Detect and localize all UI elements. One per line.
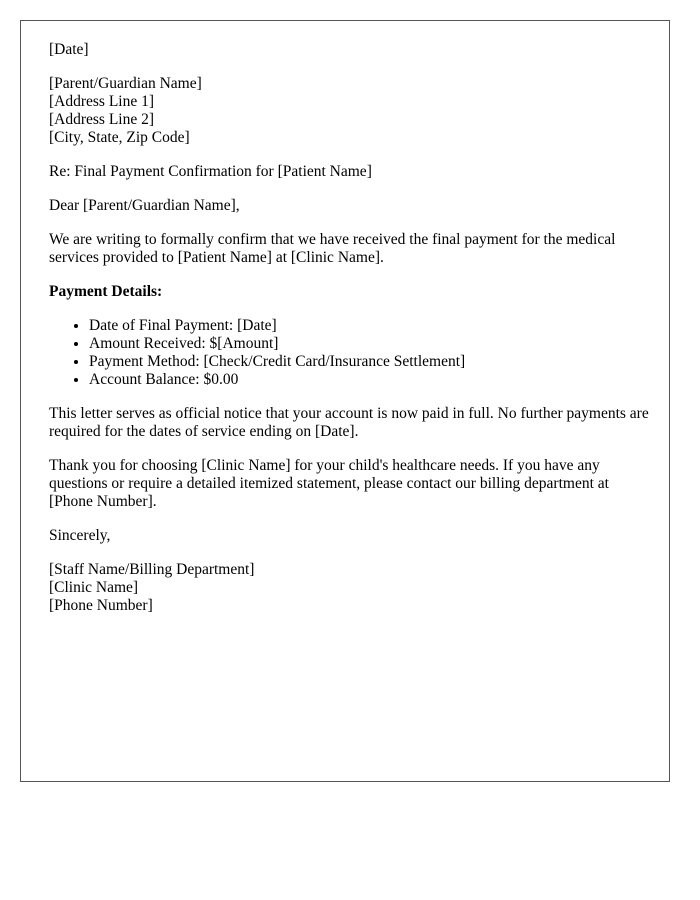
payment-detail-method: • Payment Method: [Check/Credit Card/Insurance Settlement] [89, 353, 649, 371]
signature-clinic: [Clinic Name] [49, 579, 139, 596]
recipient-address [49, 75, 649, 147]
payment-detail-amount: • Amount Received: $[Amount] [89, 335, 649, 353]
letter-notice: This letter serves as official notice that your account is now paid in full. No further payments are required for the dates of service ending on [Date]. [49, 405, 649, 440]
letter-intro: We are writing to formally confirm that we have received the final payment for the medical services provided to [Patient Name] at [Clinic Name]. [49, 231, 616, 266]
letter-closing: Sincerely, [49, 527, 111, 544]
recipient-address-line-1: [Address Line 1] [49, 93, 155, 110]
letter-subject: Re: Final Payment Confirmation for [Patient Name] [49, 163, 372, 180]
letter-page [20, 20, 670, 782]
recipient-name: [Parent/Guardian Name] [49, 75, 202, 92]
payment-detail-date: • Date of Final Payment: [Date] [89, 317, 649, 335]
letter-date: [Date] [49, 41, 89, 58]
letter-salutation: Dear [Parent/Guardian Name], [49, 197, 240, 214]
letter-thanks: Thank you for choosing [Clinic Name] for your child's healthcare needs. If you have any questions or require a detailed itemized statement, please contact our billing department at [Phone Number]. [49, 457, 609, 510]
signature-phone: [Phone Number] [49, 597, 153, 614]
payment-detail-balance: • Account Balance: $0.00 [89, 371, 649, 389]
payment-details-list [49, 317, 649, 389]
recipient-city-state-zip: [City, State, Zip Code] [49, 129, 190, 146]
recipient-address-line-2: [Address Line 2] [49, 111, 155, 128]
payment-details-heading: Payment Details: [49, 283, 163, 300]
signature-block [49, 561, 649, 615]
signature-staff: [Staff Name/Billing Department] [49, 561, 255, 578]
